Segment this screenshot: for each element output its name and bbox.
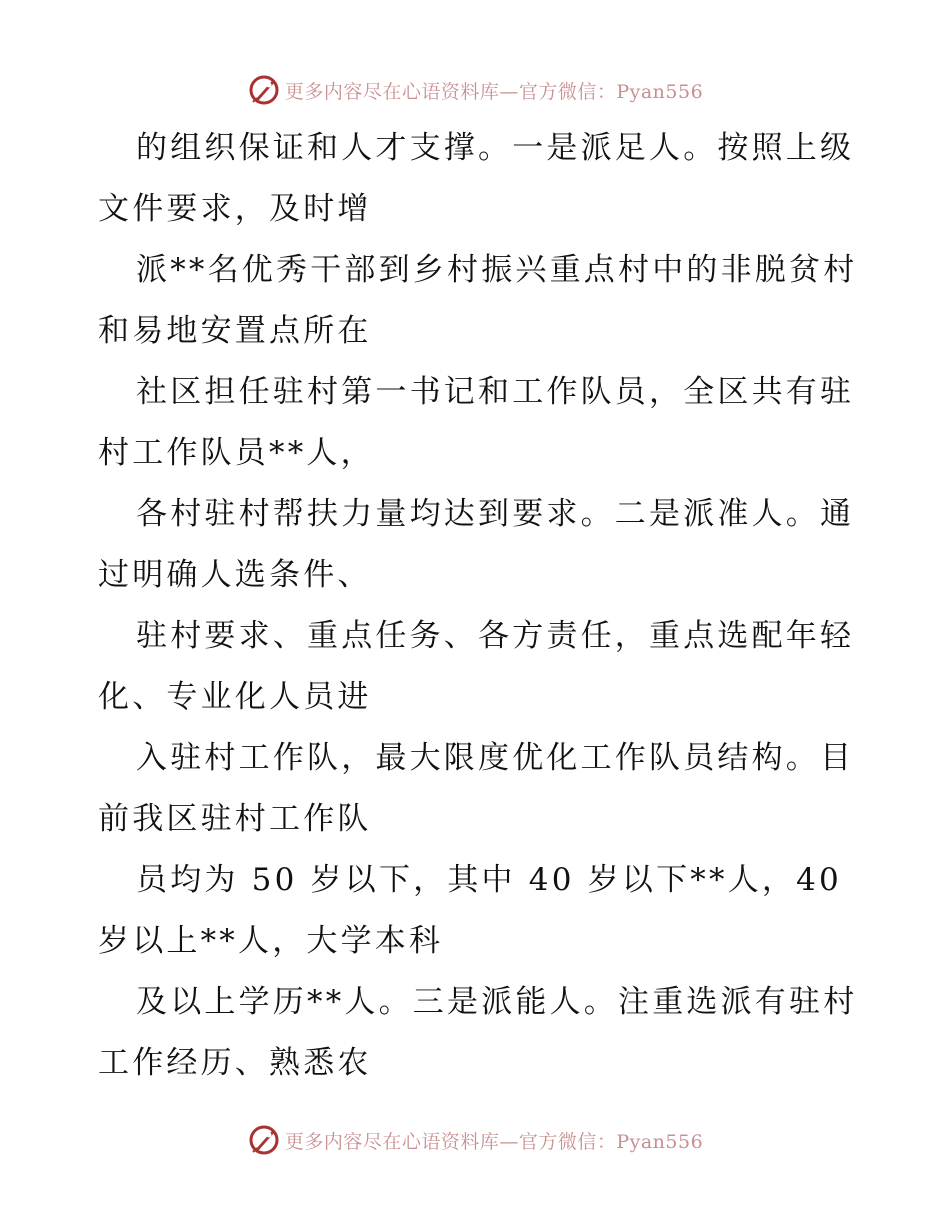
paragraph-6: 入驻村工作队，最大限度优化工作队员结构。目前我区驻村工作队 <box>98 740 855 837</box>
watermark-text: 更多内容尽在心语资料库—官方微信：Pyan556 <box>284 1130 704 1153</box>
paragraph-1: 的组织保证和人才支撑。一是派足人。按照上级文件要求，及时增 <box>98 130 855 227</box>
watermark-text: 更多内容尽在心语资料库—官方微信：Pyan556 <box>284 80 704 103</box>
paragraph-7: 员均为 50 岁以下，其中 40 岁以下**人，40 岁以上**人，大学本科 <box>98 862 842 959</box>
footer-watermark <box>0 1120 950 1160</box>
paragraph-4: 各村驻村帮扶力量均达到要求。二是派准人。通过明确人选条件、 <box>98 496 855 593</box>
document-body <box>98 118 858 1094</box>
paragraph-5: 驻村要求、重点任务、各方责任，重点选配年轻化、专业化人员进 <box>98 618 855 715</box>
quill-pen-logo-icon <box>247 73 281 107</box>
paragraph-8: 及以上学历**人。三是派能人。注重选派有驻村工作经历、熟悉农 <box>98 984 858 1081</box>
paragraph-2: 派**名优秀干部到乡村振兴重点村中的非脱贫村和易地安置点所在 <box>98 252 858 349</box>
paragraph-3: 社区担任驻村第一书记和工作队员，全区共有驻村工作队员**人， <box>98 374 855 471</box>
header-watermark <box>0 70 950 110</box>
quill-pen-logo-icon <box>247 1123 281 1157</box>
